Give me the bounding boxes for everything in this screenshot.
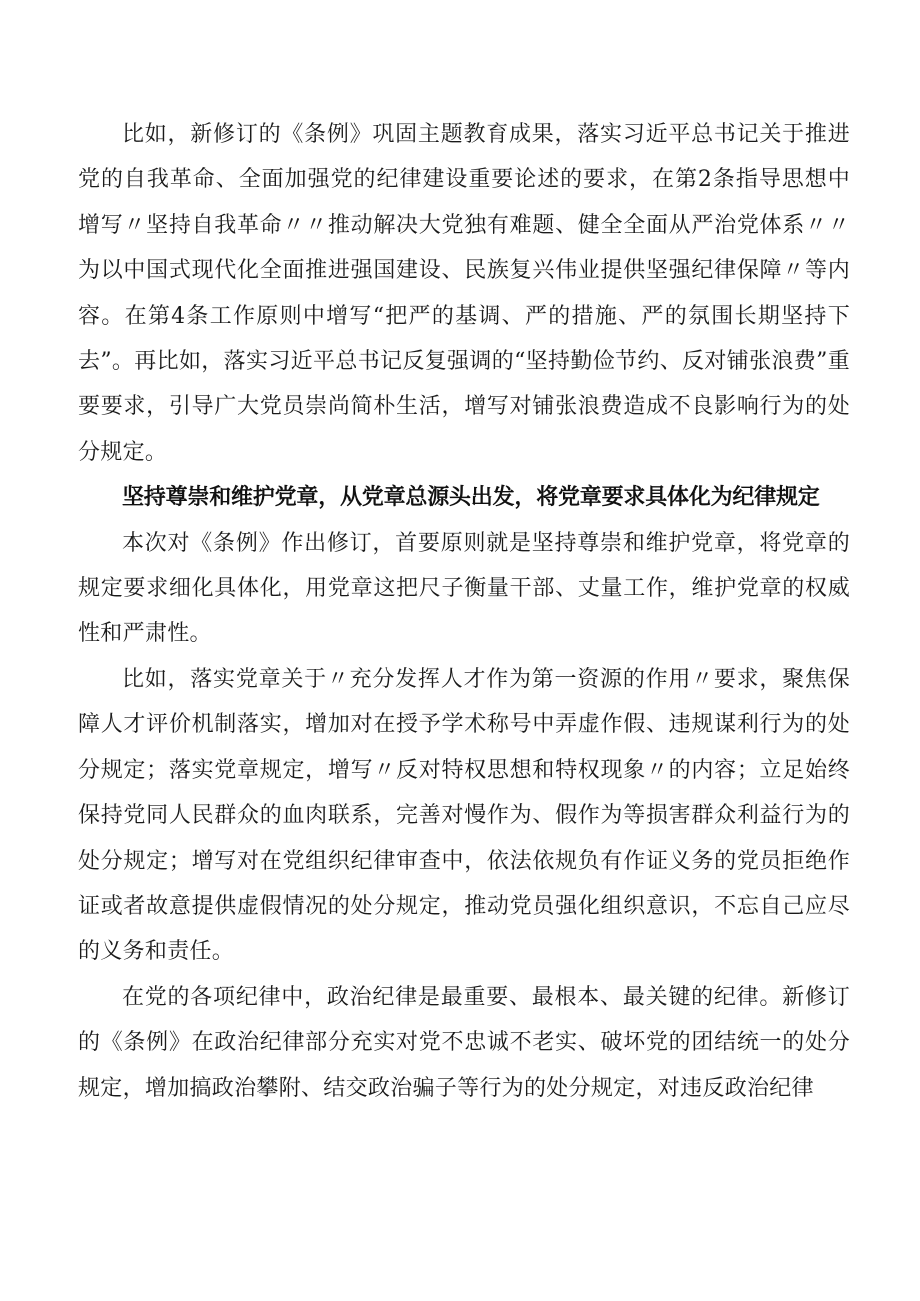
body-paragraph: 比如，新修订的《条例》巩固主题教育成果，落实习近平总书记关于推进党的自我革命、全面加强党的纪律建设重要论述的要求，在第2条指导思想中增写〃坚持自我革命〃〃推动解决大党独有难题、健全全面从严治党体系〃〃为以中国式现代化全面推进强国建设、民族复兴伟业提供坚强纪律保障〃等内容。在第4条工作原则中增写“把严的基调、严的措施、严的氛围长期坚持下去”。再比如，落实习近平总书记反复强调的“坚持勤俭节约、反对铺张浪费”重要要求，引导广大党员崇尚简朴生活，增写对铺张浪费造成不良影响行为的处分规定。 — [78, 122, 850, 465]
body-paragraph: 本次对《条例》作出修订，首要原则就是坚持尊崇和维护党章，将党章的规定要求细化具体化，用党章这把尺子衡量干部、丈量工作，维护党章的权威性和严肃性。 — [78, 530, 850, 647]
body-paragraph: 在党的各项纪律中，政治纪律是最重要、最根本、最关键的纪律。新修订的《条例》在政治纪律部分充实对党不忠诚不老实、破坏党的团结统一的处分规定，增加搞政治攀附、结交政治骗子等行为的处分规定，对违反政治纪律 — [78, 984, 850, 1101]
body-paragraph: 比如，落实党章关于〃充分发挥人才作为第一资源的作用〃要求，聚焦保障人才评价机制落实，增加对在授予学术称号中弄虚作假、违规谋利行为的处分规定；落实党章规定，增写〃反对特权思想和特权现象〃的内容；立足始终保持党同人民群众的血肉联系，完善对慢作为、假作为等损害群众利益行为的处分规定；增写对在党组织纪律审查中，依法依规负有作证义务的党员拒绝作证或者故意提供虚假情况的处分规定，推动党员强化组织意识，不忘自己应尽的义务和责任。 — [78, 666, 850, 965]
section-heading: 坚持尊崇和维护党章，从党章总源头出发，将党章要求具体化为纪律规定 — [122, 485, 820, 511]
document-page — [78, 112, 850, 1111]
